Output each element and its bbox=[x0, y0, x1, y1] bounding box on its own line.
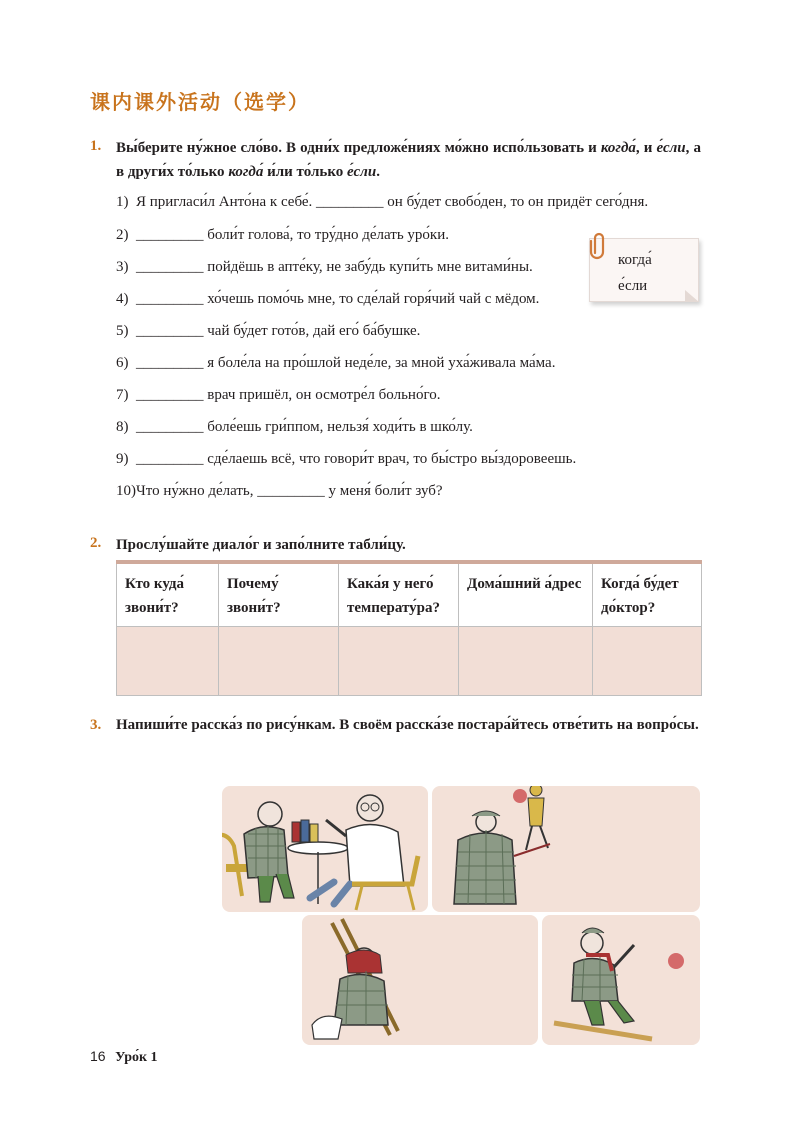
col-header-who-l2: звони́т? bbox=[125, 600, 179, 616]
answer-blank[interactable]: _________ bbox=[136, 355, 204, 371]
picture-panel-carrying-skis bbox=[302, 915, 538, 1045]
carrying-skis-illustration bbox=[302, 915, 538, 1045]
paperclip-icon bbox=[587, 231, 609, 261]
task-1-italic-a: когда́ bbox=[600, 140, 636, 156]
col-header-why-l2: звони́т? bbox=[227, 600, 281, 616]
skiing-illustration bbox=[432, 786, 700, 912]
section-title: 课内课外活动（选学） bbox=[90, 90, 310, 114]
col-header-when bbox=[593, 562, 702, 627]
col-header-why-l1: Почему́ bbox=[227, 576, 279, 592]
answer-cell[interactable] bbox=[219, 627, 339, 696]
col-header-why bbox=[219, 562, 339, 627]
exercise-item-text-after: хо́чешь помо́чь мне, то сде́лай горя́чий чай с мёдом. bbox=[203, 291, 540, 307]
task-1-text-d: и́ли то́лько bbox=[263, 164, 348, 180]
exercise-item bbox=[116, 387, 440, 404]
note-card bbox=[589, 238, 699, 302]
exercise-item-text-before: Что ну́жно де́лать, bbox=[136, 483, 258, 499]
page-number: 16 bbox=[90, 1048, 106, 1064]
exercise-item bbox=[116, 451, 576, 468]
col-header-who bbox=[117, 562, 219, 627]
note-fold bbox=[685, 290, 699, 302]
exercise-item bbox=[116, 419, 473, 436]
task-1-italic-c: когда́ bbox=[228, 164, 264, 180]
exercise-item bbox=[116, 227, 449, 244]
task-1-text-e: . bbox=[376, 164, 380, 180]
col-header-address-l1: Дома́шний а́дрес bbox=[467, 576, 582, 592]
note-word-esli: е́сли bbox=[618, 278, 648, 294]
exercise-item-number: 2) bbox=[116, 227, 129, 243]
exercise-item-text-after: у меня́ боли́т зуб? bbox=[324, 483, 443, 499]
col-header-temp-l2: температу́ра? bbox=[347, 600, 441, 616]
doctor-visit-illustration bbox=[222, 786, 428, 912]
col-header-temperature bbox=[339, 562, 459, 627]
col-header-when-l2: до́ктор? bbox=[601, 600, 656, 616]
task-1-text-a: Вы́берите ну́жное сло́во. В одни́х предложе́ниях мо́жно испо́льзовать и bbox=[116, 140, 601, 156]
exercise-item-text-after: боле́ешь гри́ппом, нельзя́ ходи́ть в шко́лу. bbox=[203, 419, 473, 435]
exercise-item bbox=[116, 355, 555, 372]
answer-cell[interactable] bbox=[117, 627, 219, 696]
answer-blank[interactable]: _________ bbox=[136, 419, 204, 435]
picture-panel-thrown-ball bbox=[542, 915, 700, 1045]
answer-blank[interactable]: _________ bbox=[316, 194, 384, 210]
exercise-item-number: 3) bbox=[116, 259, 129, 275]
answer-blank[interactable]: _________ bbox=[136, 451, 204, 467]
exercise-item-number: 10) bbox=[116, 483, 136, 499]
col-header-when-l1: Когда́ бу́дет bbox=[601, 576, 679, 592]
task-1-italic-d: е́сли bbox=[347, 164, 377, 180]
task-1-text-b: , и bbox=[635, 140, 657, 156]
exercise-item-text-after: пойдёшь в апте́ку, не забу́дь купи́ть мне витами́ны. bbox=[203, 259, 533, 275]
col-header-who-l1: Кто куда́ bbox=[125, 576, 184, 592]
task-1-text-c: , а в други́х то́лько bbox=[116, 140, 702, 180]
exercise-item-number: 1) bbox=[116, 194, 129, 210]
answer-blank[interactable]: _________ bbox=[136, 323, 204, 339]
task-1-italic-b: е́сли bbox=[656, 140, 686, 156]
answer-cell[interactable] bbox=[459, 627, 593, 696]
note-word-kogda: когда́ bbox=[618, 252, 652, 268]
task-3-number: 3. bbox=[90, 717, 102, 733]
answer-table bbox=[116, 560, 702, 696]
exercise-item bbox=[116, 483, 443, 500]
exercise-item-text-after: сде́лаешь всё, что говори́т врач, то бы́стро вы́здоровеешь. bbox=[203, 451, 577, 467]
answer-blank[interactable]: _________ bbox=[136, 227, 204, 243]
exercise-item-text-after: чай бу́дет гото́в, дай его́ ба́бушке. bbox=[203, 323, 421, 339]
picture-panel-skiers bbox=[432, 786, 700, 912]
exercise-item-number: 9) bbox=[116, 451, 129, 467]
table-row bbox=[117, 627, 702, 696]
exercise-item bbox=[116, 323, 420, 340]
col-header-address bbox=[459, 562, 593, 627]
task-1-instruction bbox=[116, 136, 701, 184]
exercise-item-number: 7) bbox=[116, 387, 129, 403]
page-footer bbox=[90, 1048, 158, 1066]
task-3-instruction: Напиши́те расска́з по рису́нкам. В своём расска́зе постара́йтесь отве́тить на вопро́сы. bbox=[116, 717, 699, 733]
exercise-item bbox=[116, 194, 648, 211]
lesson-label: Уро́к 1 bbox=[115, 1050, 158, 1065]
task-2-number: 2. bbox=[90, 535, 102, 551]
picture-panel-doctor bbox=[222, 786, 428, 912]
exercise-item-text-after: боли́т голова́, то тру́дно де́лать уро́ки. bbox=[203, 227, 449, 243]
answer-cell[interactable] bbox=[593, 627, 702, 696]
answer-blank[interactable]: _________ bbox=[136, 291, 204, 307]
exercise-item-text-before: Я пригласи́л Анто́на к себе́. bbox=[136, 194, 317, 210]
answer-blank[interactable]: _________ bbox=[257, 483, 325, 499]
exercise-item-text-after: я боле́ла на про́шлой неде́ле, за мной уха́живала ма́ма. bbox=[203, 355, 556, 371]
table-header-row bbox=[117, 562, 702, 627]
exercise-item bbox=[116, 259, 533, 276]
exercise-item-number: 4) bbox=[116, 291, 129, 307]
snowball-illustration bbox=[542, 915, 700, 1045]
task-2-instruction: Прослу́шайте диало́г и запо́лните табли́цу. bbox=[116, 537, 406, 553]
answer-blank[interactable]: _________ bbox=[136, 387, 204, 403]
exercise-item bbox=[116, 291, 539, 308]
col-header-temp-l1: Кака́я у него́ bbox=[347, 576, 434, 592]
exercise-item-text-after: врач пришёл, он осмотре́л больно́го. bbox=[203, 387, 441, 403]
task-1-number: 1. bbox=[90, 138, 102, 154]
exercise-item-number: 8) bbox=[116, 419, 129, 435]
answer-blank[interactable]: _________ bbox=[136, 259, 204, 275]
answer-cell[interactable] bbox=[339, 627, 459, 696]
exercise-item-number: 5) bbox=[116, 323, 129, 339]
exercise-item-number: 6) bbox=[116, 355, 129, 371]
exercise-item-text-after: он бу́дет свобо́ден, то он придёт сего́дня. bbox=[383, 194, 649, 210]
